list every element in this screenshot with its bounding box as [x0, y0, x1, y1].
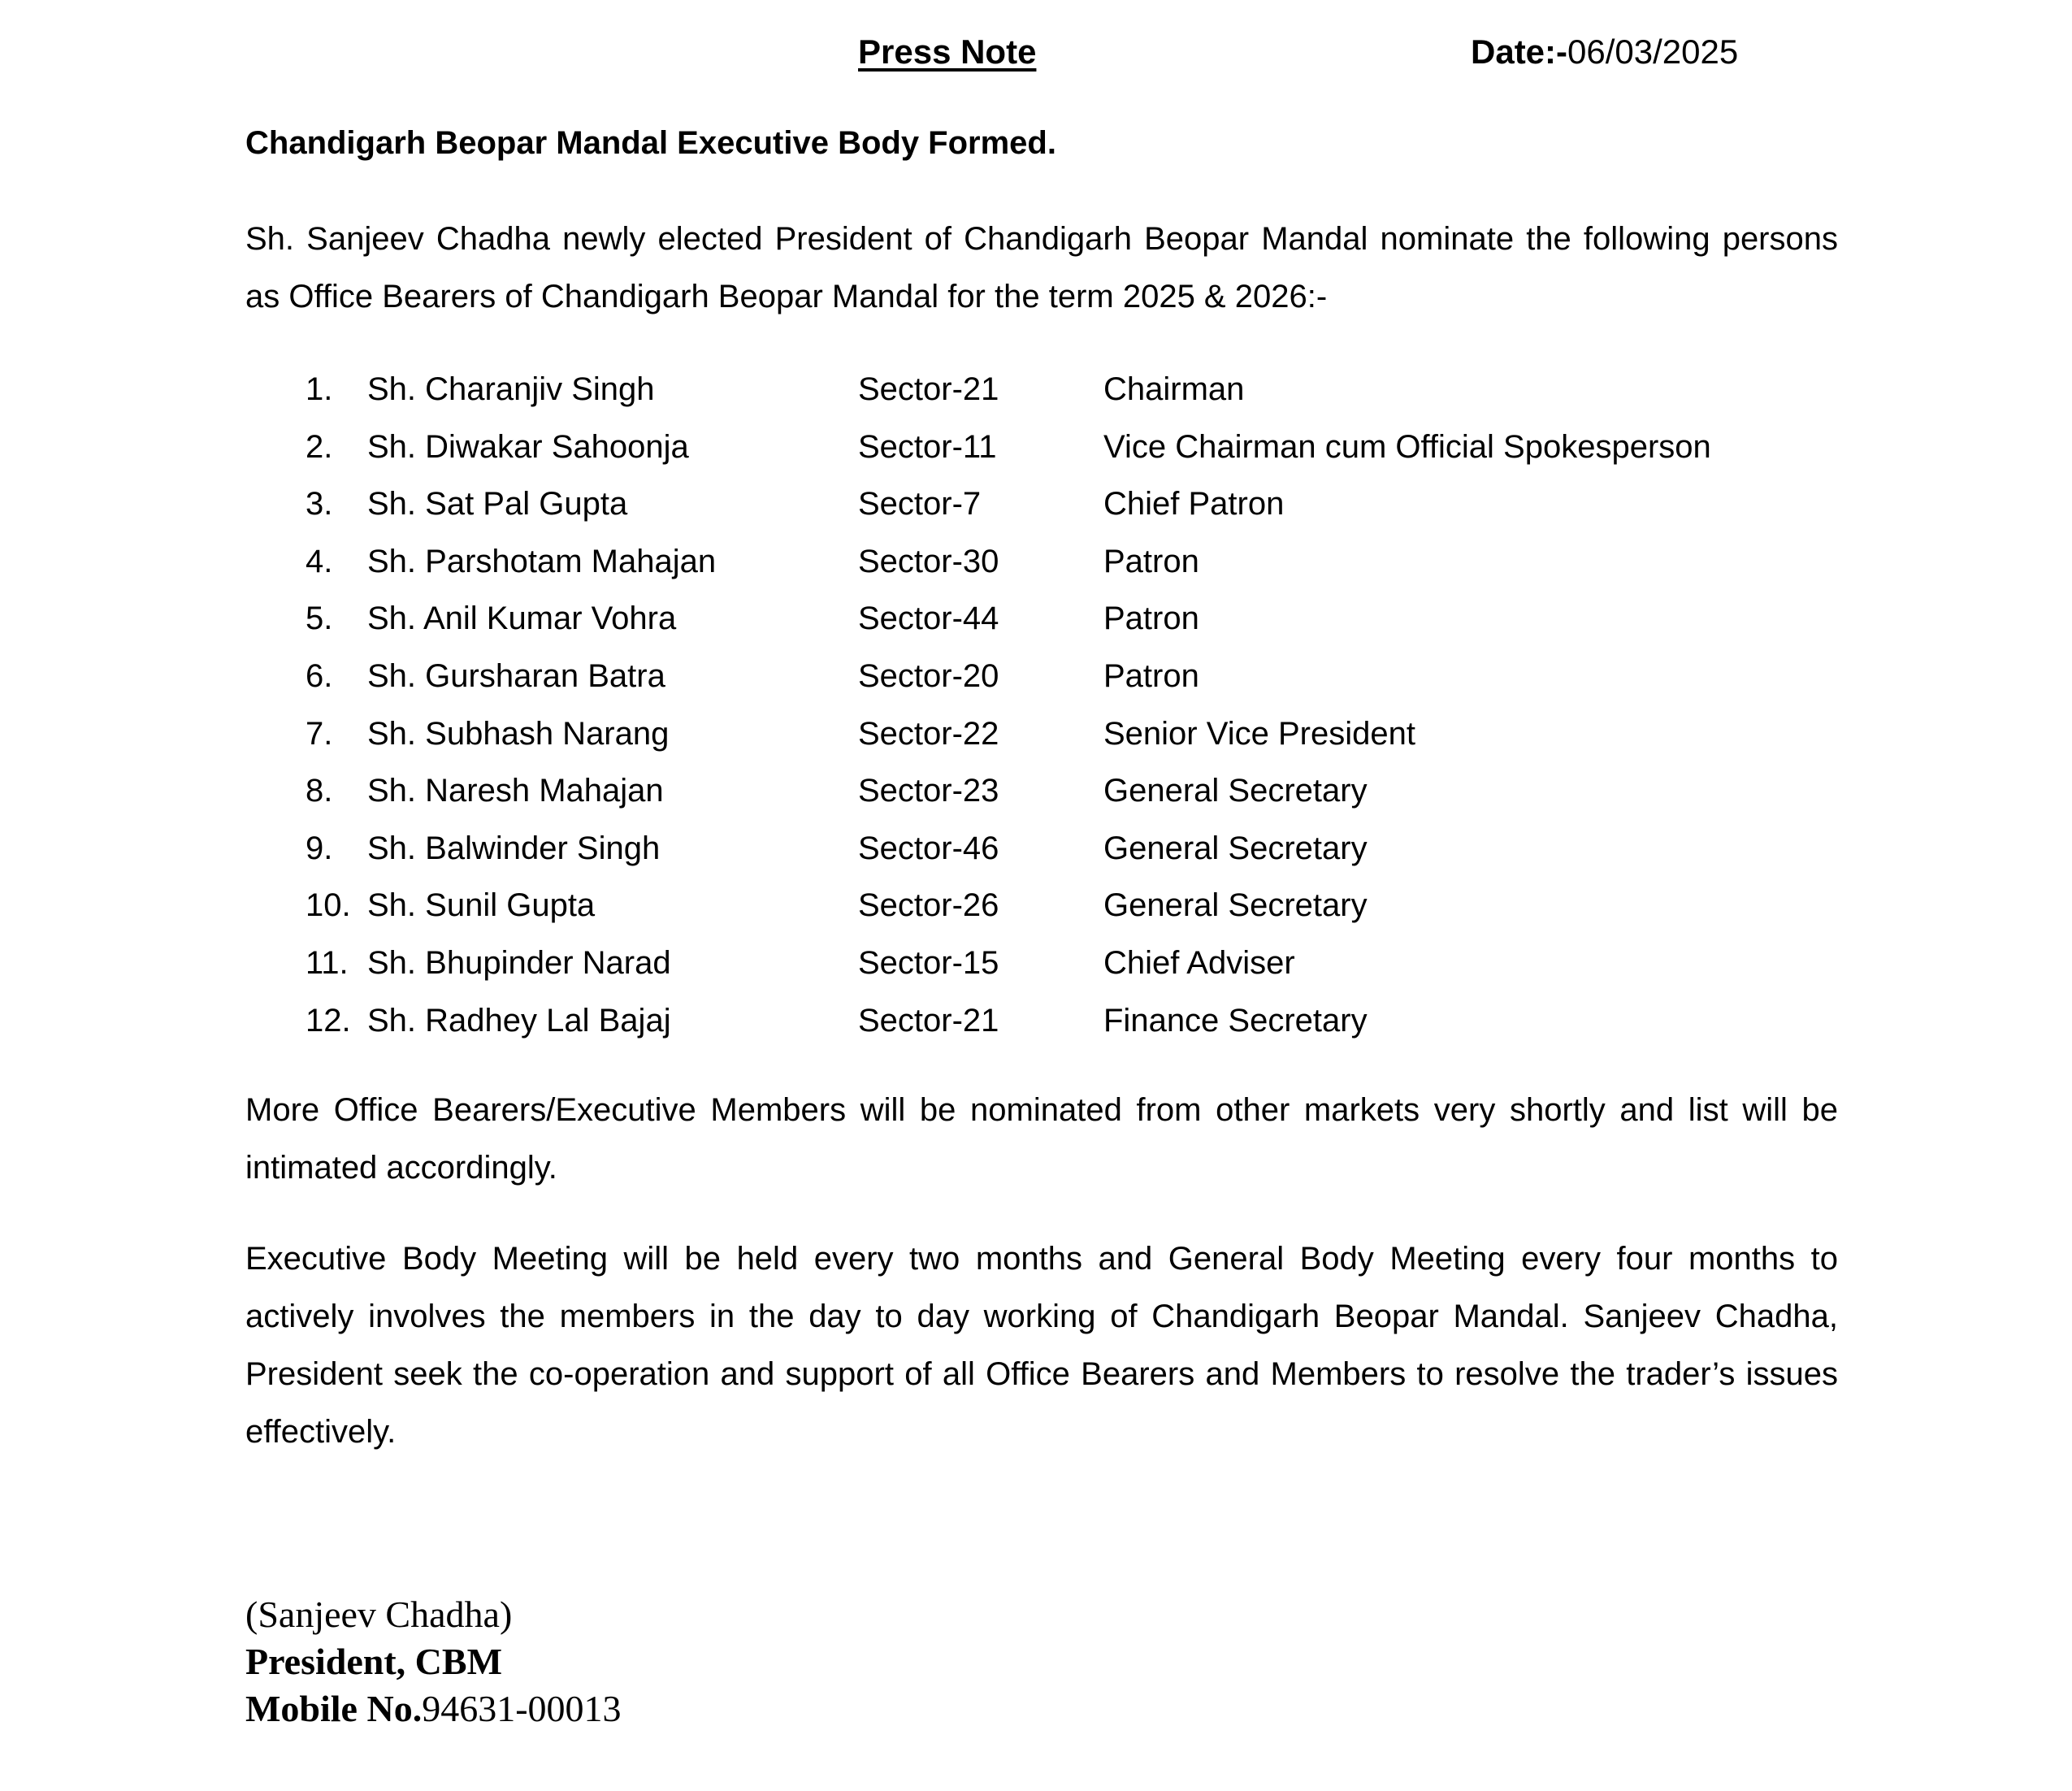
item-name: Sh. Balwinder Singh	[367, 830, 661, 866]
item-name: Sh. Radhey Lal Bajaj	[367, 1002, 671, 1039]
item-name: Sh. Parshotam Mahajan	[367, 543, 717, 579]
mobile-label: Mobile No.	[245, 1688, 423, 1729]
date-value: 06/03/2025	[1567, 33, 1739, 71]
item-number: 9.	[306, 830, 333, 866]
item-sector: Sector-21	[858, 1002, 999, 1039]
item-name: Sh. Gursharan Batra	[367, 657, 665, 694]
press-note-date	[1471, 33, 1738, 72]
item-name: Sh. Subhash Narang	[367, 715, 670, 752]
item-name: Sh. Sunil Gupta	[367, 887, 596, 924]
list-item	[301, 705, 1844, 763]
list-item	[301, 475, 1844, 533]
list-item	[301, 877, 1844, 935]
item-sector: Sector-20	[858, 657, 999, 694]
item-number: 6.	[306, 657, 333, 694]
item-sector: Sector-15	[858, 944, 999, 981]
item-number: 12.	[306, 1002, 351, 1039]
item-number: 1.	[306, 371, 333, 407]
item-role: Patron	[1103, 657, 1199, 694]
item-sector: Sector-21	[858, 371, 999, 407]
item-role: General Secretary	[1103, 773, 1368, 809]
item-role: Senior Vice President	[1103, 715, 1415, 752]
item-number: 11.	[306, 944, 349, 981]
item-sector: Sector-23	[858, 773, 999, 809]
item-number: 3.	[306, 486, 333, 523]
item-sector: Sector-22	[858, 715, 999, 752]
item-name: Sh. Charanjiv Singh	[367, 371, 655, 407]
signature-title: President, CBM	[245, 1641, 503, 1682]
meeting-paragraph: Executive Body Meeting will be held every two months and General Body Meeting every four months to actively involves the members in the day to day working of Chandigarh Beopar Mandal. Sanjeev Chadha, President seek the co-operation and support of all Office Bearers and Members to resolve the trader’s issues effectively.	[245, 1241, 1838, 1450]
item-sector: Sector-44	[858, 601, 999, 637]
item-sector: Sector-26	[858, 887, 999, 924]
item-role: Finance Secretary	[1103, 1002, 1368, 1039]
more-members-paragraph: More Office Bearers/Executive Members will be nominated from other markets very shortly and list will be intimated accordingly.	[245, 1092, 1838, 1186]
press-note-title: Press Note	[858, 33, 1037, 71]
item-number: 7.	[306, 715, 333, 752]
mobile-value: 94631-00013	[422, 1688, 622, 1729]
list-item	[301, 935, 1844, 992]
item-sector: Sector-11	[858, 428, 997, 465]
item-name: Sh. Sat Pal Gupta	[367, 486, 628, 523]
item-name: Sh. Bhupinder Narad	[367, 944, 671, 981]
item-number: 5.	[306, 601, 333, 637]
list-item	[301, 418, 1844, 476]
item-sector: Sector-7	[858, 486, 982, 523]
signature-mobile	[245, 1685, 622, 1732]
item-number: 10.	[306, 887, 351, 924]
item-role: General Secretary	[1103, 887, 1368, 924]
item-number: 4.	[306, 543, 333, 579]
item-name: Sh. Diwakar Sahoonja	[367, 428, 689, 465]
intro-paragraph: Sh. Sanjeev Chadha newly elected President of Chandigarh Beopar Mandal nominate the following persons as Office Bearers of Chandigarh Beopar Mandal for the term 2025 & 2026:-	[245, 221, 1838, 314]
list-item	[301, 992, 1844, 1050]
list-item	[301, 648, 1844, 705]
list-item	[301, 762, 1844, 820]
office-bearers-list	[301, 361, 1844, 1049]
item-role: Chairman	[1103, 371, 1245, 407]
list-item	[301, 533, 1844, 591]
item-role: Patron	[1103, 601, 1199, 637]
item-number: 8.	[306, 773, 333, 809]
date-label: Date:-	[1471, 33, 1568, 71]
item-sector: Sector-46	[858, 830, 999, 866]
item-role: Chief Adviser	[1103, 944, 1295, 981]
item-role: Vice Chairman cum Official Spokesperson	[1103, 428, 1711, 465]
item-number: 2.	[306, 428, 333, 465]
list-item	[301, 820, 1844, 878]
item-role: Patron	[1103, 543, 1199, 579]
signature-name: (Sanjeev Chadha)	[245, 1594, 513, 1635]
item-role: Chief Patron	[1103, 486, 1285, 523]
item-sector: Sector-30	[858, 543, 999, 579]
list-item	[301, 361, 1844, 418]
item-role: General Secretary	[1103, 830, 1368, 866]
headline: Chandigarh Beopar Mandal Executive Body Formed.	[245, 125, 1056, 161]
item-name: Sh. Anil Kumar Vohra	[367, 601, 677, 637]
item-name: Sh. Naresh Mahajan	[367, 773, 664, 809]
list-item	[301, 590, 1844, 648]
